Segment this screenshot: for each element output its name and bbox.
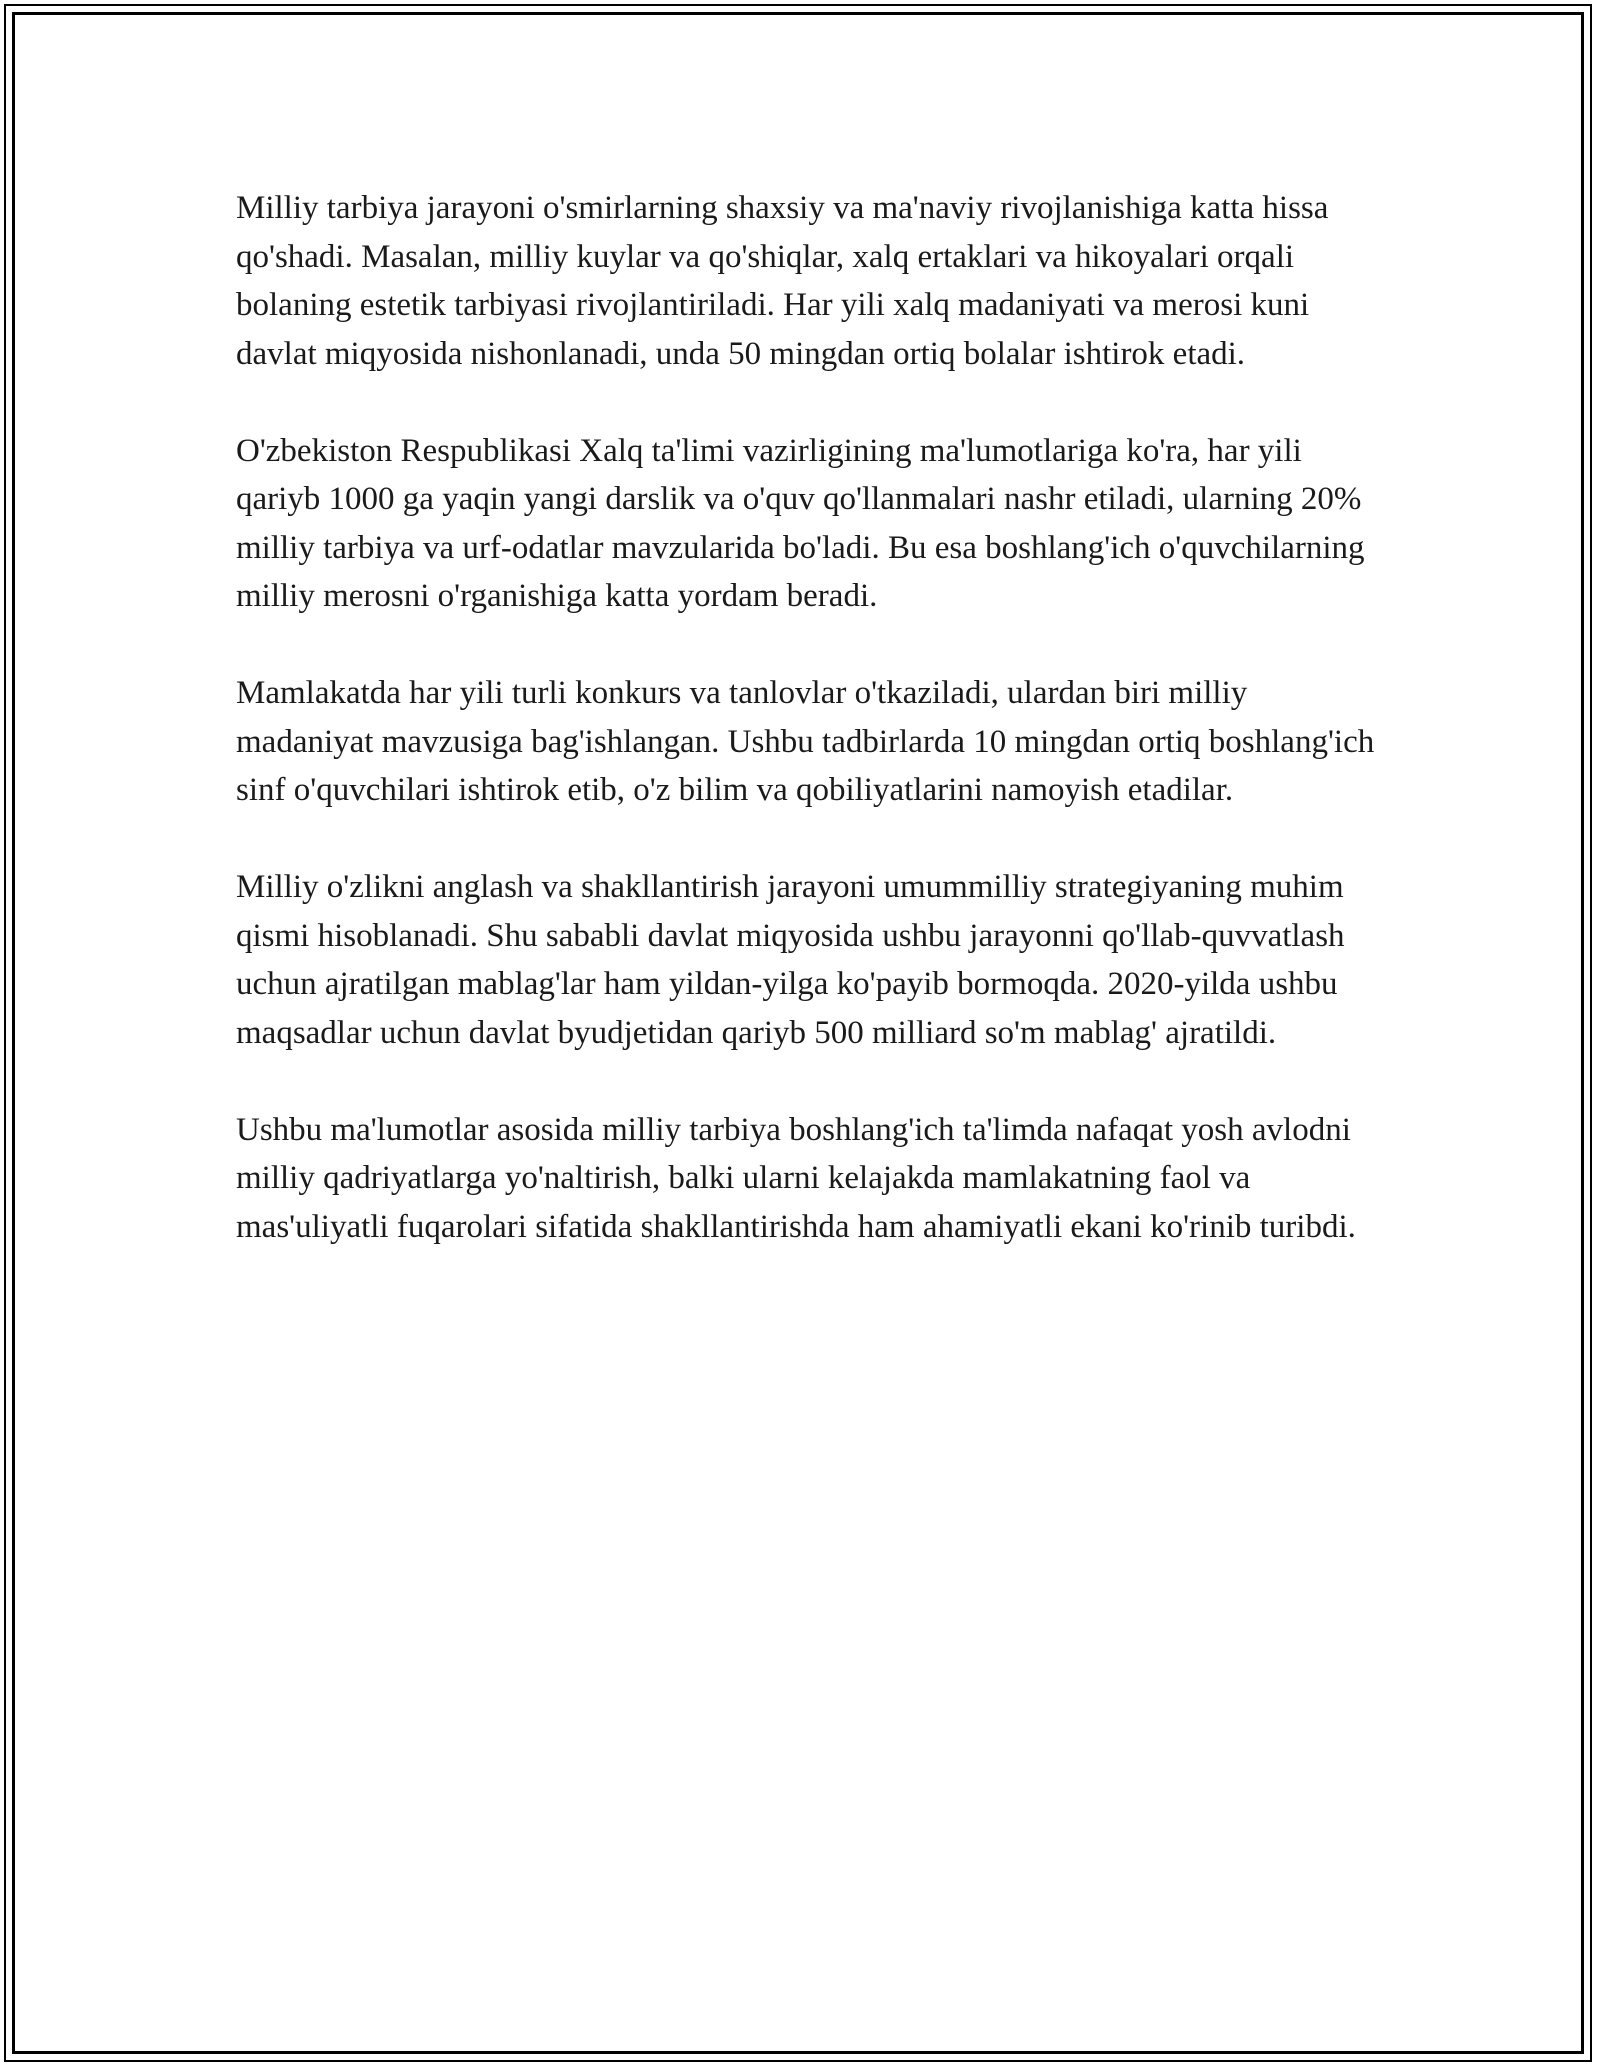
paragraph-4: Milliy o'zlikni anglash va shakllantirish jarayoni umummilliy strategiyaning muhim qismi hisoblanadi. Shu sababli davlat miqyosida ushbu jarayonni qo'llab-quvvatlash uchun ajratilgan mablag'lar ham yildan-yilga ko'payib bormoqda. 2020-yilda ushbu maqsadlar uchun davlat byudjetidan qariyb 500 milliard so'm mablag' ajratildi. xyxy=(236,869,1345,1051)
paragraph-5: Ushbu ma'lumotlar asosida milliy tarbiya boshlang'ich ta'limda nafaqat yosh avlodni milliy qadriyatlarga yo'naltirish, balki ularni kelajakda mamlakatning faol va mas'uliyatli fuqarolari sifatida shakllantirishda ham ahamiyatli ekani ko'rinib turibdi. xyxy=(236,1111,1356,1245)
paragraph-3: Mamlakatda har yili turli konkurs va tanlovlar o'tkaziladi, ulardan biri milliy madaniyat mavzusiga bag'ishlangan. Ushbu tadbirlarda 10 mingdan ortiq boshlang'ich sinf o'quvchilari ishtirok etib, o'z bilim va qobiliyatlarini namoyish etadilar. xyxy=(236,675,1375,808)
paragraph-1: Milliy tarbiya jarayoni o'smirlarning shaxsiy va ma'naviy rivojlanishiga katta hissa qo'shadi. Masalan, milliy kuylar va qo'shiqlar, xalq ertaklari va hikoyalari orqali bolaning estetik tarbiyasi rivojlantiriladi. Har yili xalq madaniyati va merosi kuni davlat miqyosida nishonlanadi, unda 50 mingdan ortiq bolalar ishtirok etadi. xyxy=(236,190,1329,372)
paragraph-2: O'zbekiston Respublikasi Xalq ta'limi vazirligining ma'lumotlariga ko'ra, har yili qariyb 1000 ga yaqin yangi darslik va o'quv qo'llanmalari nashr etiladi, ularning 20% milliy tarbiya va urf-odatlar mavzularida bo'ladi. Bu esa boshlang'ich o'quvchilarning milliy merosni o'rganishiga katta yordam beradi. xyxy=(236,432,1365,614)
document-body xyxy=(236,184,1376,1300)
